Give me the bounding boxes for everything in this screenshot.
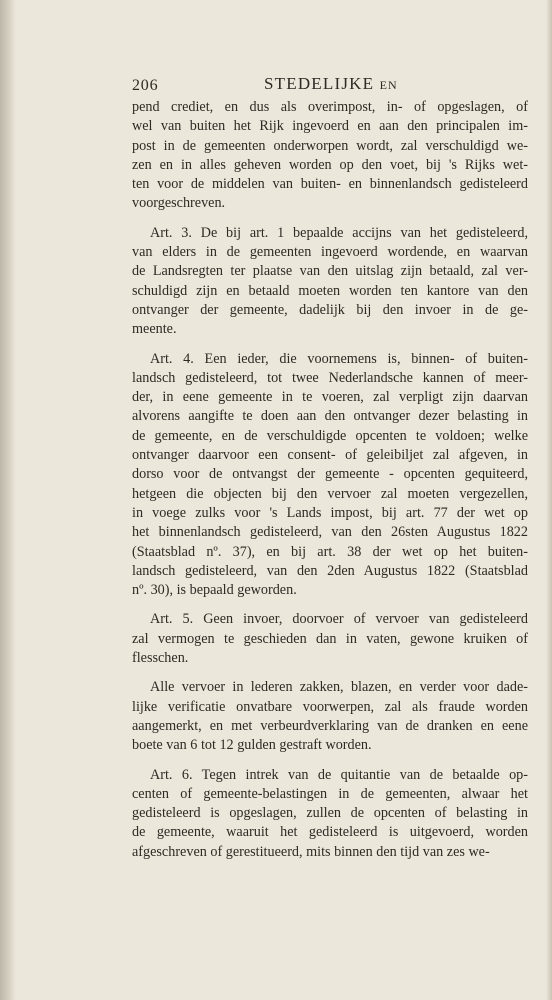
text-line: boete van 6 tot 12 gulden gestraft worden. — [132, 737, 372, 754]
text-line: nº. 30), is bepaald geworden. — [132, 582, 297, 599]
text-line: der, in eene gemeente in te voeren, zal verpligt zijn daarvan — [132, 389, 528, 406]
text-line: het binnenlandsch gedisteleerd, van den 26sten Augustus 1822 — [132, 524, 528, 541]
text-line: schuldigd zijn en betaald moeten worden ten kantore van den — [132, 282, 528, 299]
text-line: zen en in alles geheven worden op den voet, bij 's Rijks wet- — [132, 156, 528, 173]
text-line: ontvanger daarvoor een consent- of geleibiljet zal afgeven, in — [132, 447, 528, 464]
text-line: afgeschreven of gerestitueerd, mits binnen den tijd van zes we- — [132, 843, 490, 860]
text-line: landsch gedisteleerd, tot twee Nederlandsche kannen of meer- — [132, 369, 528, 386]
text-line: zal vermogen te geschieden dan in vaten, gewone kruiken of — [132, 630, 528, 647]
paragraph — [132, 678, 528, 755]
text-line: flesschen. — [132, 650, 189, 667]
text-line: hetgeen die objecten bij den vervoer zal moeten vergezellen, — [132, 485, 528, 502]
text-line: (Staatsblad nº. 37), en bij art. 38 der wet op het buiten- — [132, 543, 528, 560]
text-line: ontvanger der gemeente, dadelijk bij den invoer in de ge- — [132, 301, 528, 318]
running-header — [112, 62, 528, 98]
text-line: Art. 6. Tegen intrek van de quitantie van de betaalde op- — [150, 766, 528, 783]
page-content — [112, 62, 528, 872]
text-line: meente. — [132, 321, 177, 338]
body-text — [112, 98, 528, 862]
text-line: gedisteleerd is opgeslagen, zullen de opcenten of belasting in — [132, 805, 528, 822]
text-line: voorgeschreven. — [132, 195, 226, 212]
paragraph — [132, 98, 528, 214]
paragraph — [132, 610, 528, 668]
text-line: aangemerkt, en met verbeurdverklaring van de dranken en eene — [132, 717, 528, 734]
text-line: de Landsregten ter plaatse van den uitslag zijn betaald, zal ver- — [132, 263, 528, 280]
running-title: STEDELIJKE EN — [264, 74, 398, 93]
text-line: Art. 5. Geen invoer, doorvoer of vervoer van gedisteleerd — [150, 611, 528, 628]
text-line: Alle vervoer in lederen zakken, blazen, en verder voor dade- — [150, 679, 528, 696]
page-edge-shadow — [546, 0, 552, 1000]
text-line: Art. 4. Een ieder, die voornemens is, binnen- of buiten- — [150, 350, 528, 367]
text-line: ten voor de middelen van buiten- en binnenlandsch gedisteleerd — [132, 176, 528, 193]
text-line: lijke verificatie onvatbare voorwerpen, zal als fraude worden — [132, 698, 528, 715]
text-line: pend crediet, en dus als overimpost, in- of opgeslagen, of — [132, 99, 528, 115]
text-line: alvorens aangifte te doen aan den ontvanger dezer belasting in — [132, 408, 528, 425]
page-number: 206 — [132, 77, 159, 94]
text-line: wel van buiten het Rijk ingevoerd en aan den principalen im- — [132, 118, 528, 135]
text-line: landsch gedisteleerd, van den 2den Augustus 1822 (Staatsblad — [132, 562, 528, 579]
text-line: van elders in de gemeenten ingevoerd wordende, en waarvan — [132, 244, 528, 261]
text-line: Art. 3. De bij art. 1 bepaalde accijns van het gedisteleerd, — [150, 224, 528, 241]
text-line: de gemeente, en de verschuldigde opcenten te voldoen; welke — [132, 427, 528, 444]
binding-shadow — [0, 0, 16, 1000]
paragraph — [132, 350, 528, 601]
text-line: post in de gemeenten onderworpen wordt, zal verschuldigd we- — [132, 137, 528, 154]
text-line: dorso voor de ontvangst der gemeente - opcenten gequiteerd, — [132, 466, 528, 483]
paragraph — [132, 766, 528, 862]
text-line: centen of gemeente-belastingen in de gemeenten, alwaar het — [132, 785, 528, 802]
paragraph — [132, 224, 528, 340]
text-line: de gemeente, waaruit het gedisteleerd is uitgevoerd, worden — [132, 824, 528, 841]
text-line: in voege zulks voor 's Lands impost, bij art. 77 der wet op — [132, 504, 528, 521]
